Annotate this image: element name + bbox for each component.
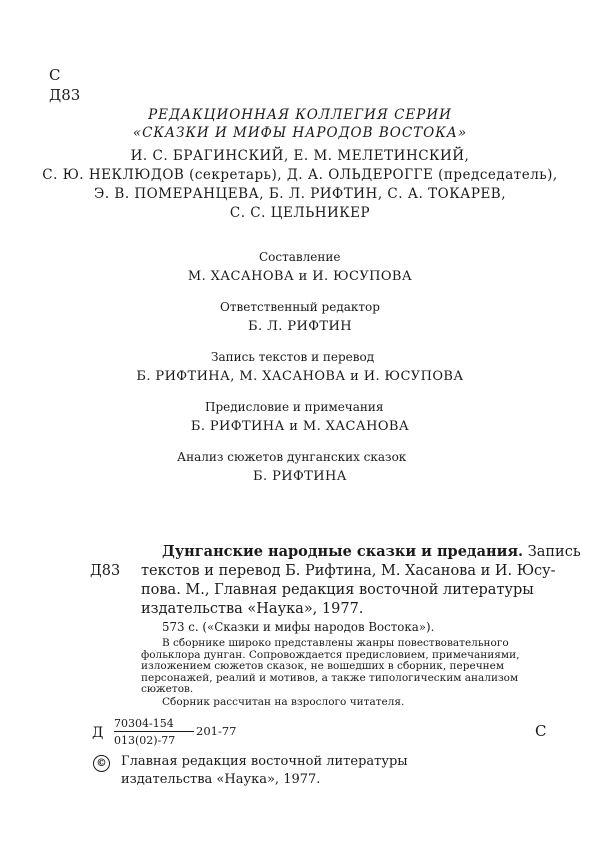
annotation-line: фольклора дунган. Сопровождается предисловием, примечаниями, xyxy=(141,648,520,661)
bbk-letter: С xyxy=(49,66,61,84)
credit-role: Составление xyxy=(259,250,341,264)
credit-names: М. ХАСАНОВА и И. ЮСУПОВА xyxy=(187,269,413,284)
catalog-pages: 573 с. («Сказки и мифы народов Востока»). xyxy=(162,620,435,634)
index-letter: Д xyxy=(92,725,104,741)
audience-note: Сборник рассчитан на взрослого читателя. xyxy=(162,696,405,708)
credit-names: Б. РИФТИНА и М. ХАСАНОВА xyxy=(190,419,410,434)
catalog-line: издательства «Наука», 1977. xyxy=(141,601,364,617)
board-member-line: С. Ю. НЕКЛЮДОВ (секретарь), Д. А. ОЛЬДЕРОГГЕ (председатель), xyxy=(42,167,558,183)
index-right-letter: С xyxy=(535,722,547,740)
board-title-line1: РЕДАКЦИОННАЯ КОЛЛЕГИЯ СЕРИИ xyxy=(148,107,452,123)
credit-role: Запись текстов и перевод xyxy=(211,350,375,364)
bbk-code: Д83 xyxy=(49,86,81,104)
index-fraction xyxy=(114,717,194,747)
board-member-line: И. С. БРАГИНСКИЙ, Е. М. МЕЛЕТИНСКИЙ, xyxy=(130,148,470,164)
credit-names: Б. Л. РИФТИН xyxy=(248,319,352,334)
index-numerator: 70304-154 xyxy=(114,717,194,732)
catalog-line: текстов и перевод Б. Рифтина, М. Хасанова и И. Юсу- xyxy=(141,563,556,579)
annotation-line: сюжетов. xyxy=(141,683,194,695)
annotation-line: В сборнике широко представлены жанры повествовательного xyxy=(162,637,509,649)
catalog-title-rest: Запись xyxy=(527,544,581,560)
credit-role: Анализ сюжетов дунганских сказок xyxy=(177,450,407,464)
catalog-title: Дунганские народные сказки и предания. xyxy=(162,543,524,560)
copyright-line: издательства «Наука», 1977. xyxy=(121,772,321,787)
catalog-title-line xyxy=(162,543,581,562)
credit-names: Б. РИФТИНА, М. ХАСАНОВА и И. ЮСУПОВА xyxy=(136,369,464,384)
annotation-line: персонажей, реалий и мотивов, а также типологическим анализом xyxy=(141,671,519,684)
catalog-code: Д83 xyxy=(90,563,121,579)
credit-names: Б. РИФТИНА xyxy=(253,469,347,484)
index-suffix: 201-77 xyxy=(196,724,237,738)
copyright-line: Главная редакция восточной литературы xyxy=(121,754,408,769)
catalog-line: пова. М., Главная редакция восточной литературы xyxy=(141,582,534,598)
board-title-line2: «СКАЗКИ И МИФЫ НАРОДОВ ВОСТОКА» xyxy=(132,125,468,141)
credit-role: Ответственный редактор xyxy=(220,300,380,314)
annotation-line: изложением сюжетов сказок, не вошедших в сборник, перечнем xyxy=(141,660,505,672)
board-member-line: С. С. ЦЕЛЬНИКЕР xyxy=(229,205,371,221)
board-member-line: Э. В. ПОМЕРАНЦЕВА, Б. Л. РИФТИН, С. А. ТОКАРЕВ, xyxy=(93,186,507,202)
copyright-icon: © xyxy=(93,755,110,772)
credit-role: Предисловие и примечания xyxy=(205,400,384,414)
index-denominator: 013(02)-77 xyxy=(114,734,176,747)
